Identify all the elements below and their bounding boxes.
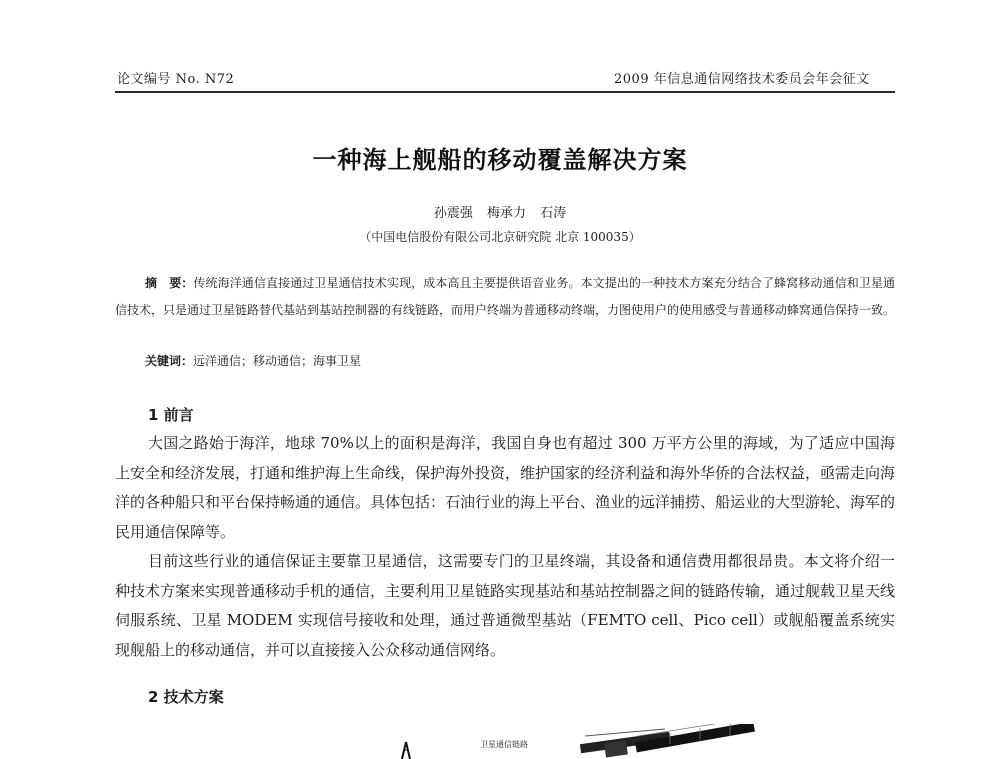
antenna-icon (402, 742, 410, 759)
paper-title: 一种海上舰船的移动覆盖解决方案 (312, 146, 688, 174)
paper-number: 论文编号 No. N72 (117, 72, 235, 87)
header-rule (115, 91, 895, 93)
abstract-label: 摘 要： (145, 276, 194, 290)
section-heading-intro: 1 前言 (148, 406, 194, 424)
keywords-label: 关键词： (145, 354, 194, 368)
section-heading-technical: 2 技术方案 (148, 688, 224, 706)
paragraph: 目前这些行业的通信保证主要靠卫星通信，这需要专门的卫星终端，其设备和通信费用都很昂贵。本文将介绍一种技术方案来实现普通移动手机的通信，主要利用卫星链路实现基站和基站控制器之间的链路传输，通过舰载卫星天线伺服系统、卫星 MODEM 实现信号接收和处理，通过普通微型基站（FEMTO cell、Pico cell）或舰船覆盖系统实现舰船上的移动通信，并可以直接接入公众移动通信网络。 (115, 552, 896, 659)
section-body-intro (115, 429, 895, 665)
paper-authors: 孙震强 梅承力 石涛 (433, 206, 567, 221)
paragraph: 大国之路始于海洋，地球 70%以上的面积是海洋，我国自身也有超过 300 万平方公里的海域，为了适应中国海上安全和经济发展，打通和维护海上生命线，保护海外投资，维护国家的经济利益和海外华侨的合法权益，亟需走向海洋的各种船只和平台保持畅通的通信。具体包括：石油行业的海上平台、渔业的远洋捕捞、船运业的大型游轮、海军的民用通信保障等。 (115, 434, 896, 541)
keywords-text: 远洋通信；移动通信；海事卫星 (193, 354, 362, 368)
keywords (145, 352, 361, 369)
abstract-text: 传统海洋通信直接通过卫星通信技术实现，成本高且主要提供语音业务。本文提出的一种技术方案充分结合了蜂窝移动通信和卫星通信技术，只是通过卫星链路替代基站到基站控制器的有线链路，而用户终端为普通移动终端，力图使用户的使用感受与普通移动蜂窝通信保持一致。 (115, 276, 896, 317)
satellite-figure (380, 724, 820, 759)
conference-title: 2009 年信息通信网络技术委员会年会征文 (614, 72, 870, 87)
satellite-icon (580, 724, 755, 757)
abstract (115, 270, 895, 324)
figure-link-label: 卫星通信链路 (480, 740, 528, 749)
paper-affiliation: （中国电信股份有限公司北京研究院 北京 100035） (359, 230, 641, 244)
